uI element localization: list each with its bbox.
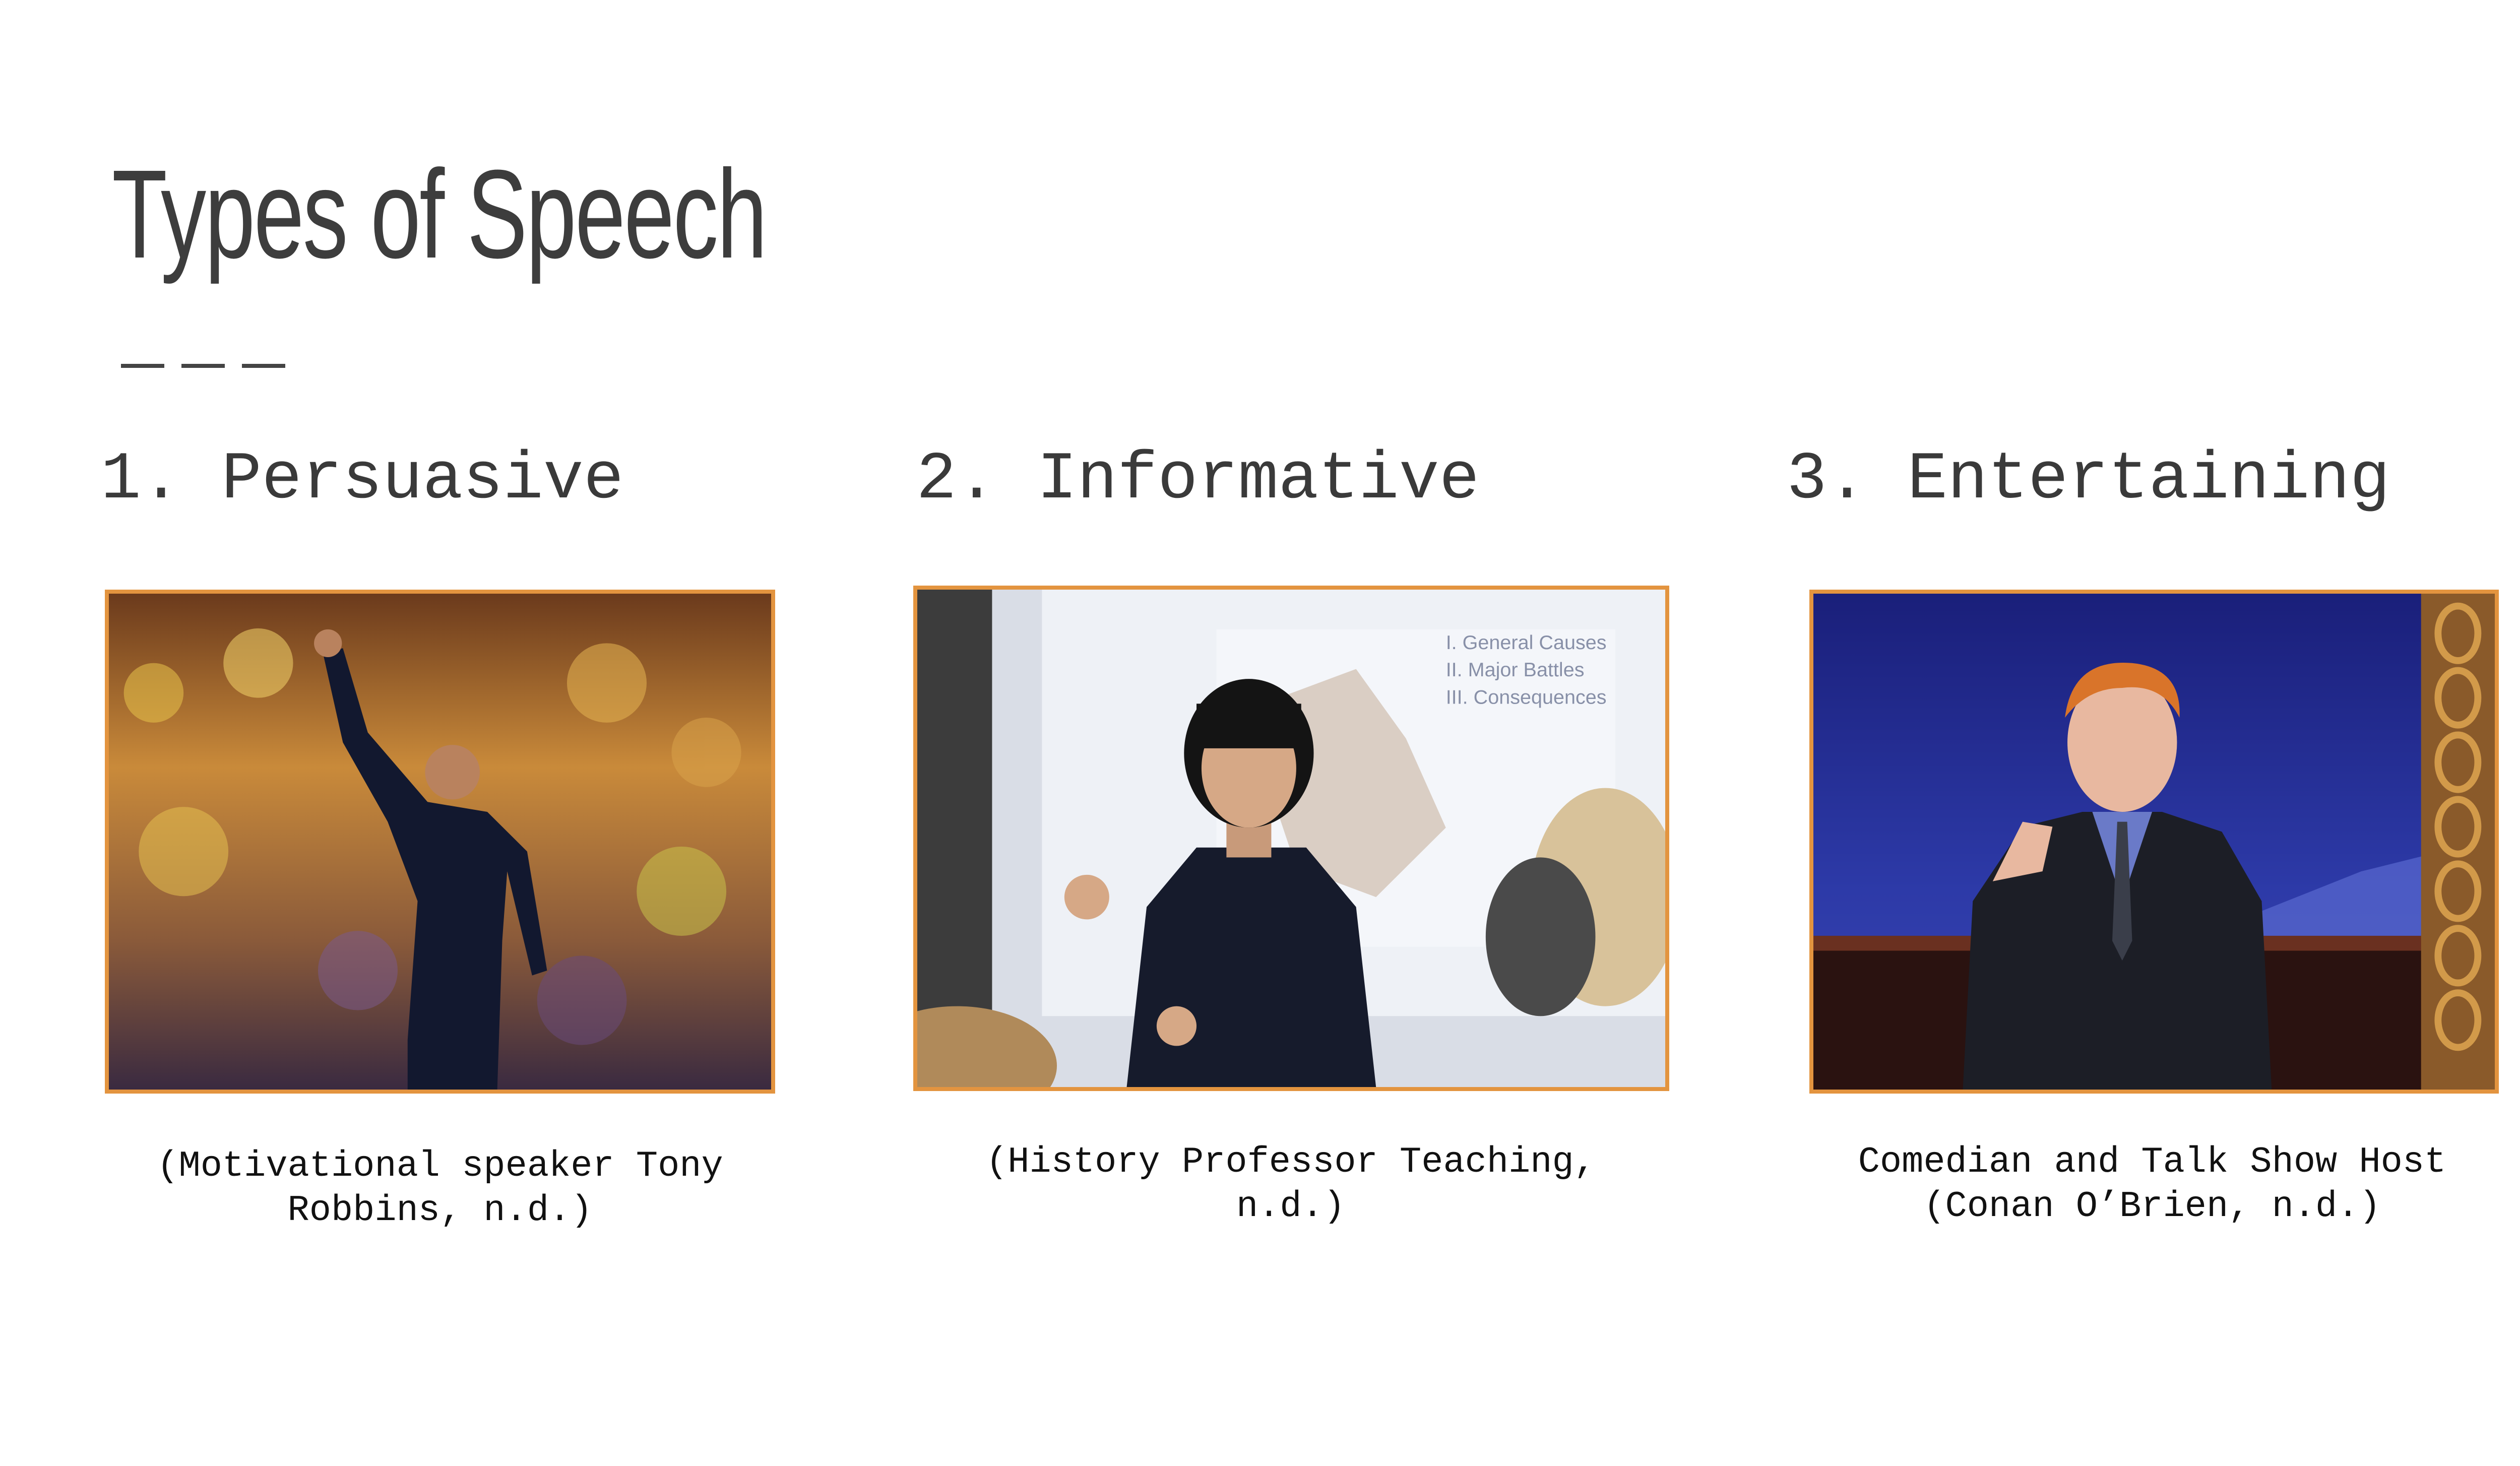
image-persuasive-speaker: [105, 590, 775, 1094]
image-informative-professor: [913, 586, 1669, 1091]
caption-line: (Motivational speaker Tony: [157, 1145, 723, 1187]
slide-text-line: I. General Causes: [1445, 631, 1607, 654]
caption-informative: [986, 1140, 1596, 1229]
informative-photo: [917, 590, 1665, 1087]
persuasive-photo: [109, 594, 771, 1090]
slide-text-line: III. Consequences: [1445, 686, 1607, 709]
heading-entertaining: 3. Entertaining: [1787, 441, 2390, 518]
caption-line: Comedian and Talk Show Host: [1858, 1141, 2446, 1183]
caption-entertaining: [1858, 1140, 2446, 1229]
heading-informative: 2. Informative: [916, 441, 1480, 518]
slide-text-line: II. Major Battles: [1445, 659, 1585, 681]
caption-line: (History Professor Teaching,: [986, 1141, 1596, 1183]
image-entertaining-host: [1809, 590, 2499, 1094]
caption-line: (Conan O’Brien, n.d.): [1923, 1186, 2381, 1227]
heading-persuasive: 1. Persuasive: [101, 441, 624, 518]
slide-title: Types of Speech: [112, 144, 766, 284]
caption-persuasive: [157, 1144, 723, 1233]
title-divider: [121, 364, 287, 368]
caption-line: Robbins, n.d.): [287, 1190, 593, 1231]
caption-line: n.d.): [1236, 1186, 1346, 1227]
entertaining-photo: [1813, 594, 2495, 1090]
